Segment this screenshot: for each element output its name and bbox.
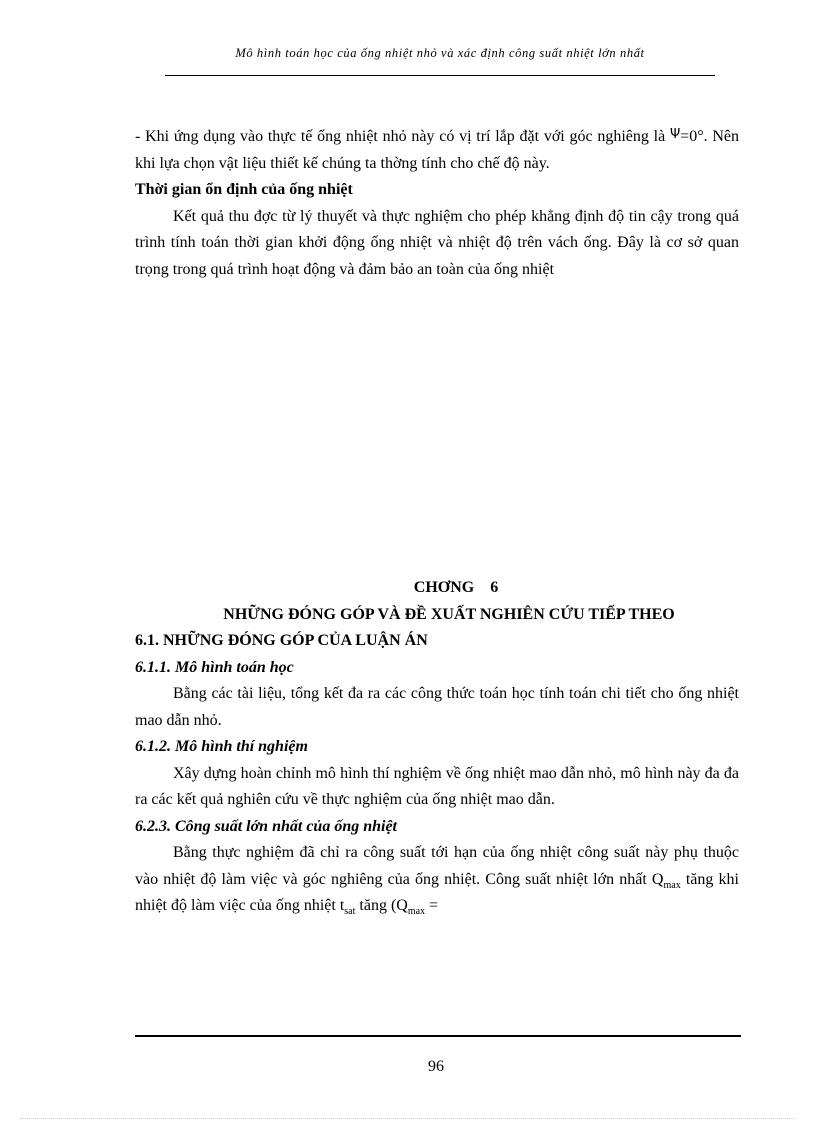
q-max-subscript: max xyxy=(663,879,681,891)
footer-rule xyxy=(135,1035,741,1037)
paragraph-stability: Kết quả thu đợc từ lý thuyết và thực nghiệm cho phép khẳng định độ tin cậy trong quá trình tính toán thời gian khởi động ống nhiệt và nhiệt độ trên vách ống. Đây là cơ sở quan trọng trong quá trình hoạt động và đảm bảo an toàn của ống nhiệt xyxy=(135,207,739,278)
chapter-label: CHƠNG 6 xyxy=(413,579,499,596)
paragraph-6-2-3-text-b: tăng khi nhiệt độ làm việc của ống nhiệt t xyxy=(135,870,740,914)
paragraph-6-2-3-text-a: Bằng thực nghiệm đã chỉ ra công suất tới hạn của ống nhiệt công suất này phụ thuộc vào nhiệt độ làm việc và góc nghiêng của ống nhiệt. Công suất nhiệt lớn nhất Q xyxy=(135,844,739,888)
page-number: 96 xyxy=(428,1058,444,1075)
paragraph-6-2-3 xyxy=(135,840,739,920)
chapter-title: NHỮNG ĐÓNG GÓP VÀ ĐỀ XUẤT NGHIÊN CỨU TIẾP THEO xyxy=(223,605,675,623)
page-edge-dotted-line xyxy=(20,1118,796,1119)
paragraph-6-1-1: Bằng các tài liệu, tổng kết đa ra các công thức toán học tính toán chi tiết cho ống nhiệt mao dẫn nhỏ. xyxy=(135,685,739,729)
page-content xyxy=(135,122,739,920)
subsection-6-1-1-heading: 6.1.1. Mô hình toán học xyxy=(135,658,294,676)
paragraph-6-2-3-text-d: = xyxy=(425,897,439,914)
header-rule xyxy=(165,75,715,76)
paragraph-6-1-2: Xây dựng hoàn chỉnh mô hình thí nghiệm về ống nhiệt mao dẫn nhỏ, mô hình này đa đa ra các kết quả nghiên cứu về thực nghiệm của ống nhiệt mao dẫn. xyxy=(135,764,739,808)
psi-symbol: Ψ xyxy=(669,127,681,142)
subsection-6-2-3-heading: 6.2.3. Công suất lớn nhất của ống nhiệt xyxy=(135,817,397,835)
paragraph-6-2-3-text-c: tăng (Q xyxy=(355,897,408,914)
section-6-1-heading: 6.1. NHỮNG ĐÓNG GÓP CỦA LUẬN ÁN xyxy=(135,632,428,649)
subsection-6-1-2-heading: 6.1.2. Mô hình thí nghiệm xyxy=(135,738,308,755)
paragraph-installation-text-b: =0°. Nên khi lựa chọn vật liệu thiết kế chúng ta thờng tính cho chế độ này. xyxy=(135,128,740,172)
t-sat-subscript: sat xyxy=(344,906,356,918)
paragraph-installation-text-a: - Khi ứng dụng vào thực tế ống nhiệt nhỏ này có vị trí lắp đặt với góc nghiêng là xyxy=(135,128,670,145)
running-header: Mô hình toán học của ống nhiệt nhỏ và xác định công suất nhiệt lớn nhất xyxy=(235,46,645,60)
heading-stability-time: Thời gian ổn định của ống nhiệt xyxy=(135,181,353,198)
blank-space xyxy=(135,283,739,575)
q-max-subscript-2: max xyxy=(407,906,426,918)
paragraph-installation xyxy=(135,122,739,177)
